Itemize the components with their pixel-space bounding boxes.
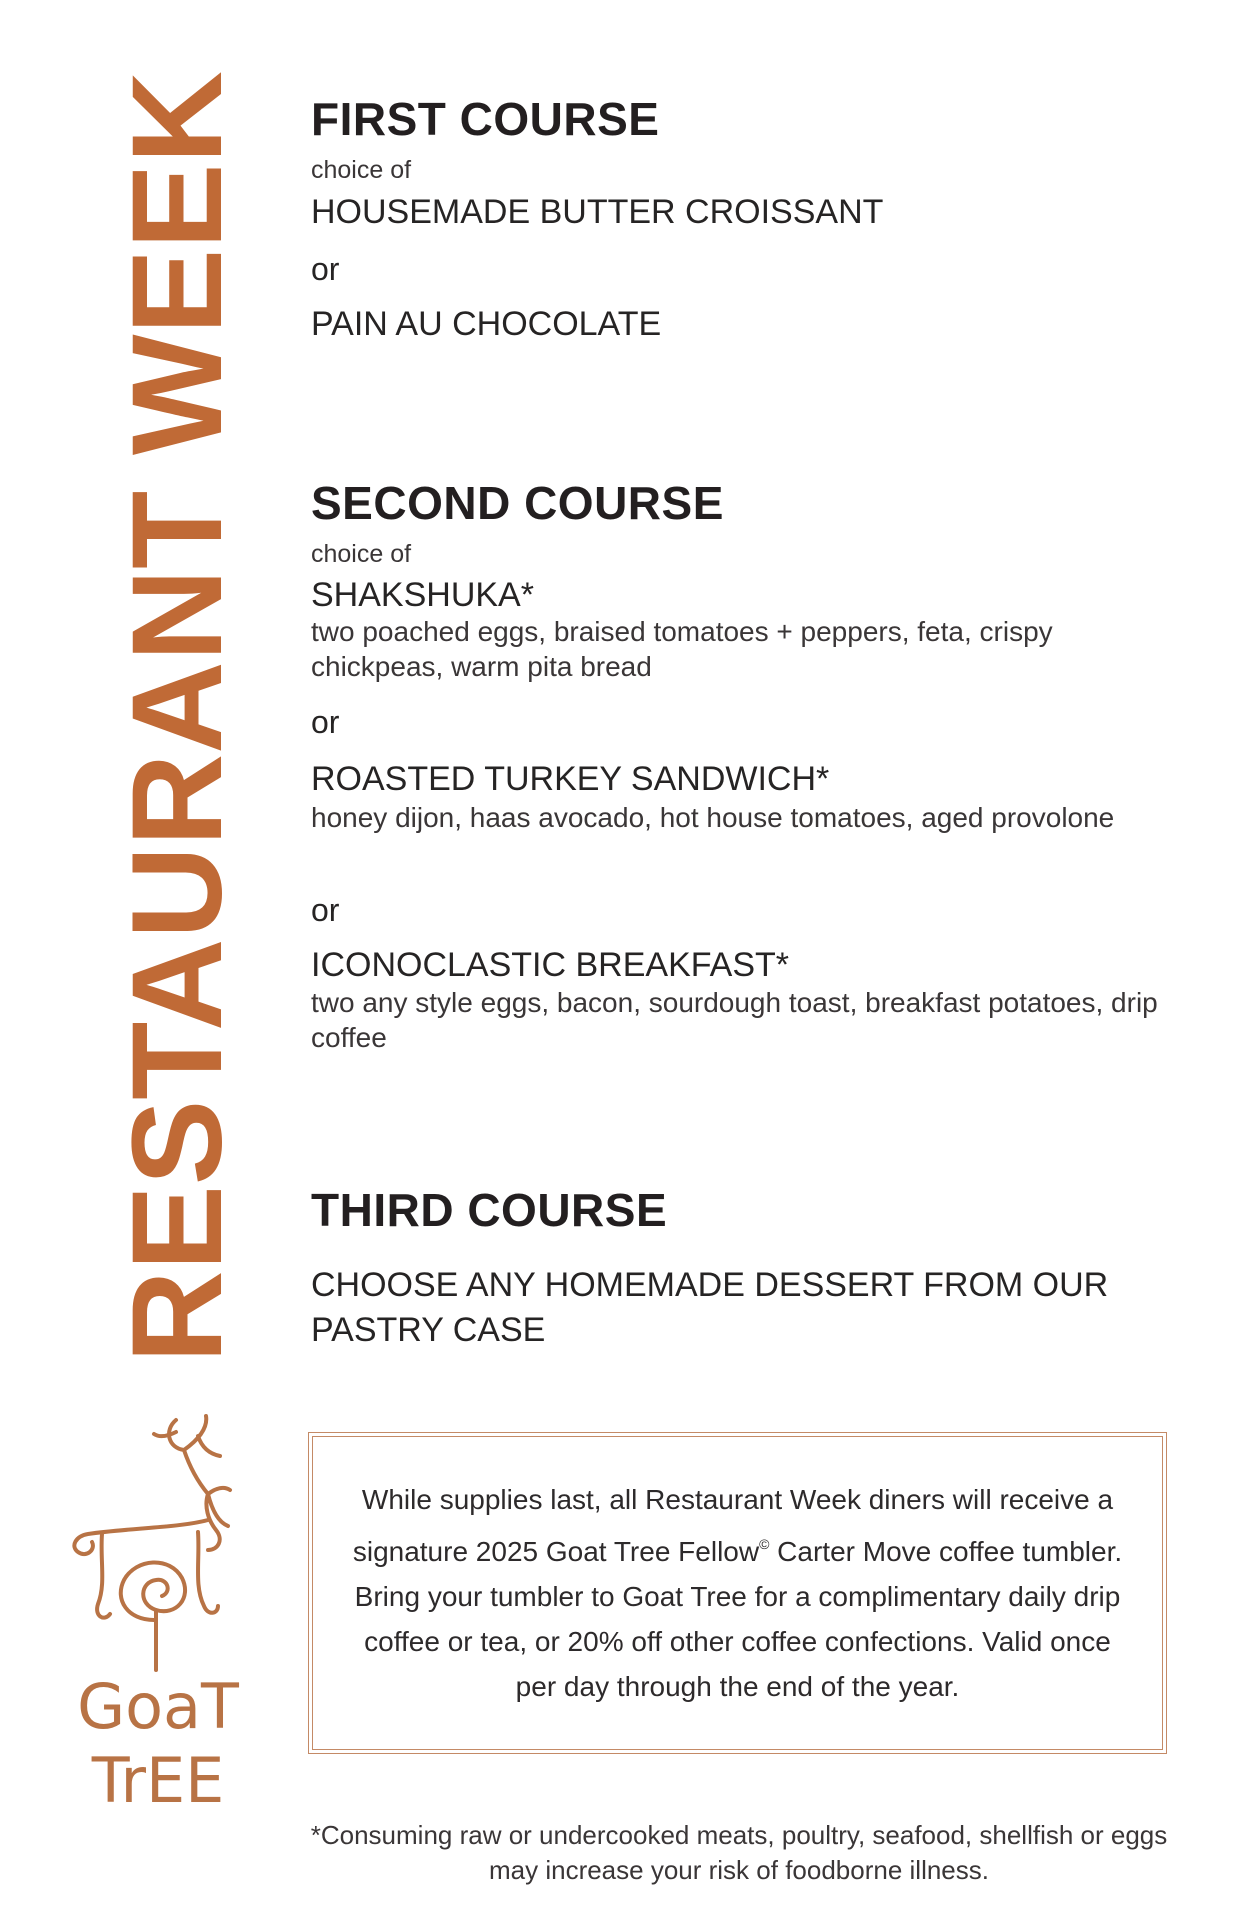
second-course-item-turkey-sandwich-desc: honey dijon, haas avocado, hot house tomatoes, aged provolone — [311, 802, 1115, 833]
promo-text-before: While supplies last, all Restaurant Week diners will receive a signature 2025 Goat Tree Fellow — [352, 1484, 1114, 1567]
second-course-item-iconoclastic-breakfast-desc: two any style eggs, bacon, sourdough toast, breakfast potatoes, drip coffee — [311, 987, 1158, 1053]
logo-antlers — [169, 1416, 230, 1526]
logo-ear — [154, 1432, 176, 1436]
third-course-item-dessert: CHOOSE ANY HOMEMADE DESSERT FROM OUR PASTRY CASE — [311, 1266, 1109, 1349]
second-course-choice-label: choice of — [311, 540, 412, 568]
first-course-item-croissant: HOUSEMADE BUTTER CROISSANT — [311, 193, 884, 231]
second-course-item-shakshuka: SHAKSHUKA* — [311, 576, 534, 614]
promo-text-after: Carter Move coffee tumbler. Bring your tumbler to Goat Tree for a complimentary daily drip coffee or tea, or 20% off other coffee confections. Valid once per day through the end of the year. — [354, 1536, 1123, 1702]
promo-box — [308, 1432, 1167, 1754]
promo-text — [349, 1477, 1126, 1709]
first-course-choice-label: choice of — [311, 156, 412, 184]
second-course-or-2: or — [311, 892, 340, 928]
allergen-footnote: *Consuming raw or undercooked meats, poultry, seafood, shellfish or eggs may increase your risk of foodborne illness. — [310, 1820, 1168, 1885]
restaurant-week-title — [106, 71, 249, 1363]
logo-back — [74, 1520, 208, 1554]
second-course-item-shakshuka-desc: two poached eggs, braised tomatoes + peppers, feta, crispy chickpeas, warm pita bread — [311, 616, 1053, 682]
second-course-item-turkey-sandwich: ROASTED TURKEY SANDWICH* — [311, 760, 830, 798]
first-course-title: FIRST COURSE — [311, 93, 660, 145]
first-course-item-pain-au-chocolate: PAIN AU CHOCOLATE — [311, 305, 662, 343]
second-course-item-iconoclastic-breakfast: ICONOCLASTIC BREAKFAST* — [311, 946, 789, 984]
logo-text-tree: TrEE — [91, 1744, 225, 1817]
second-course-title: SECOND COURSE — [311, 477, 724, 529]
logo-head — [206, 1494, 219, 1550]
second-course-or-1: or — [311, 704, 340, 740]
first-course-or: or — [311, 251, 340, 287]
copyright-mark: © — [759, 1536, 770, 1552]
logo-text-goat: GoaT — [77, 1670, 239, 1743]
third-course-title: THIRD COURSE — [311, 1184, 668, 1236]
restaurant-week-title-text: RESTAURANT WEEK — [106, 71, 249, 1363]
goat-tree-logo-icon — [58, 1410, 258, 1830]
logo-spiral — [121, 1562, 185, 1620]
logo-hind-legs — [97, 1534, 110, 1618]
logo-front-legs — [198, 1532, 218, 1613]
promo-box-inner — [312, 1436, 1163, 1750]
